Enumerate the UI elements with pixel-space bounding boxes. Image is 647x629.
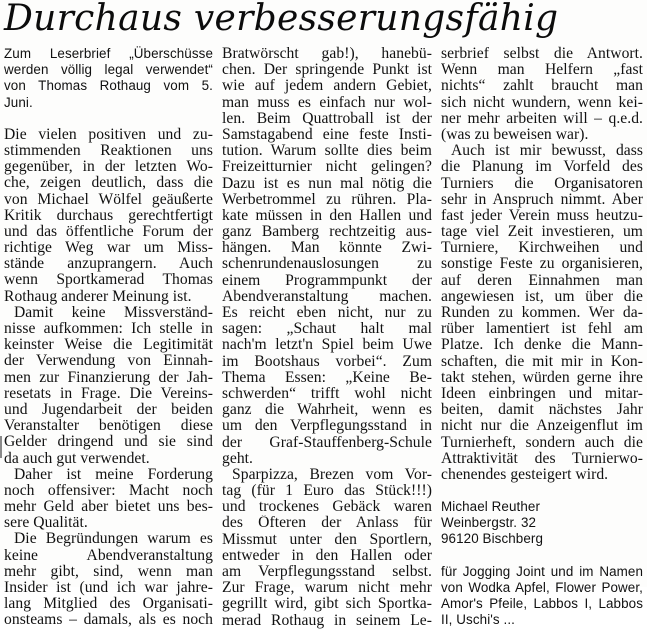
text-line: und Jugendarbeit der beiden [4, 401, 213, 418]
text-line: stimmenden Reaktionen uns [4, 142, 213, 159]
text-line: nach'm letzt'n Spiel beim Uwe [222, 337, 432, 354]
text-line: angewiesen ist, um über die [441, 288, 643, 305]
scan-edge-mark [0, 436, 2, 458]
spacer [4, 111, 213, 127]
text-line: Freizeitturnier nicht gelingen? [222, 159, 432, 176]
text-line: tution. Warum sollte dies beim [222, 143, 432, 160]
text-line: merad Rothaug in seinem Le- [222, 612, 432, 629]
text-line: entweder in den Hallen oder [222, 547, 432, 564]
text-line: schwerden“ trifft wohl nicht [222, 385, 432, 402]
text-line: Zur Frage, warum nicht mehr [222, 580, 432, 597]
text-line: sehr in Anspruch nimmt. Aber [441, 191, 643, 208]
signature-block [441, 499, 643, 548]
text-line: Samstagabend eine feste Insti- [222, 126, 432, 143]
text-line: schenrundenauslosungen zu [222, 256, 432, 273]
headline: Durchaus verbesserungsfähig [4, 0, 559, 39]
text-line: ganz die Wahrheit, wenn es [222, 402, 432, 419]
text-line: tage viel Zeit investieren, um [441, 224, 643, 241]
text-line: takt stehen, würden gerne ihre [441, 369, 643, 386]
text-line: men zur Finanzierung der Jah- [4, 369, 213, 386]
text-line: die Planung im Vorfeld des [441, 159, 643, 176]
text-line: des Öfteren der Anlass für [222, 515, 432, 532]
text-line: Werbetrommel zu rühren. Pla- [222, 191, 432, 208]
spacer [441, 483, 643, 499]
text-line: ganz Bamberg rechtzeitig aus- [222, 224, 432, 241]
text-line: resetats in Frage. Die Vereins- [4, 385, 213, 402]
column-1-body [4, 127, 213, 629]
text-line: nisse aufkommen: Ich stelle in [4, 321, 213, 337]
text-line: der Verwendung von Einnah- [4, 353, 213, 370]
text-line: Es reicht eben nicht, nur zu [222, 305, 432, 321]
text-line: Turnierheft, sondern auch die [441, 434, 643, 451]
text-line: onsteams – damals, als es noch [4, 612, 213, 629]
text-line: Damit keine Missverständ- [14, 304, 213, 321]
text-line: Veranstalter benötigen diese [4, 418, 213, 435]
spacer [441, 548, 643, 564]
column-3 [441, 46, 643, 628]
text-line: noch offensiver: Macht noch [4, 482, 213, 499]
intro-line: Juni. [4, 94, 33, 110]
text-line: Dazu ist es nun mal nötig die [222, 175, 432, 192]
text-line: Thema Essen: „Keine Be- [222, 369, 432, 386]
text-line: der Graf-Stauffenberg-Schule [222, 434, 432, 451]
closing-line: für Jogging Joint und im Namen [441, 563, 643, 579]
text-line: Attraktivität des Turnierwo- [441, 450, 643, 467]
text-line: Die vielen positiven und zu- [4, 126, 213, 143]
closing-line: von Wodka Apfel, Flower Power, [441, 579, 643, 595]
text-line: serbrief selbst die Antwort. [441, 46, 643, 62]
text-line: einem Programmpunkt der [222, 272, 432, 289]
text-line: um den Verpflegungsstand in [222, 418, 432, 435]
intro-reference [4, 46, 213, 111]
text-line: sere Qualität. [4, 515, 88, 532]
text-line: chen. Der springende Punkt ist [222, 62, 432, 79]
text-line: keinster Weise die Legitimität [4, 337, 213, 354]
text-line: Platze. Ich denke die Mann- [441, 337, 643, 354]
intro-line: Zum Leserbrief „Überschüsse [4, 46, 213, 61]
text-line: sonstige Feste zu organisieren, [441, 256, 643, 273]
text-line: (was zu beweisen war). [441, 126, 589, 143]
text-line: Runden zu kommen. Wer da- [441, 305, 643, 321]
column-1 [4, 46, 213, 629]
text-line: man muss es einfach nur wol- [222, 94, 432, 111]
text-line: Gelder dringend und sie sind [4, 434, 213, 451]
text-line: Wenn man Helfern „fast [441, 62, 643, 79]
text-line: Ideen einbringen und mitar- [441, 385, 643, 402]
text-line: kate müssen in den Hallen und [222, 207, 432, 224]
text-line: Auch ist mir bewusst, dass [451, 143, 643, 160]
text-line: wenn Sportkamerad Thomas [4, 272, 213, 289]
text-line: am Verpflegungsstand selbst. [222, 564, 432, 580]
text-line: von Michael Wölfel geäußerte [4, 191, 213, 208]
signature-name: Michael Reuther [441, 499, 541, 515]
closing-line: Amor's Pfeile, Labbos I, Labbos [441, 596, 643, 611]
text-line: wie auf jedem andern Gebiet, [222, 78, 432, 95]
text-line: schaften, die mit mir in Kon- [441, 353, 643, 370]
text-line: ner mehr arbeiten will – q.e.d. [441, 110, 643, 127]
text-line: auf deren Einnahmen man [441, 272, 643, 289]
text-line: Turniere, Kirchweihen und [441, 240, 643, 257]
text-line: Bratwörscht gab!), hanebü- [222, 46, 432, 62]
text-line: mehr Geld aber bietet uns bes- [4, 499, 213, 516]
closing-line: II, Uschi's ... [441, 612, 515, 628]
text-line: fast jeder Verein muss heutzu- [441, 207, 643, 224]
text-line: gegrillt wird, gibt sich Sportka- [222, 596, 432, 613]
text-line: stände anzuprangern. Auch [4, 256, 213, 273]
text-line: nicht nur die Anzeigenflut im [441, 418, 643, 435]
text-line: geht. [222, 450, 253, 467]
text-line: im Bootshaus vorbei“. Zum [222, 353, 432, 370]
text-line: che, zeigen deutlich, dass die [4, 175, 213, 192]
text-line: keine Abendveranstaltung [4, 547, 213, 564]
text-line: Sparpizza, Brezen vom Vor- [232, 466, 432, 483]
text-line: chenendes gesteigert wird. [441, 466, 609, 483]
text-line: sagen: „Schaut halt mal [222, 321, 432, 338]
text-line: und trockenes Gebäck waren [222, 499, 432, 516]
text-line: Die Begründungen warum es [14, 531, 213, 548]
text-line: und das öffentliche Forum der [4, 223, 213, 240]
text-line: tag (für 1 Euro das Stück!!!) [222, 483, 432, 500]
signature-street: Weinbergstr. 32 [441, 515, 537, 531]
text-line: Insider ist (und ich war jahre- [4, 580, 213, 596]
text-line: Missmut unter den Sportlern, [222, 531, 432, 548]
text-line: da auch gut verwendet. [4, 450, 150, 467]
text-line: richtige Weg war um Miss- [4, 240, 213, 257]
text-line: len. Beim Quattroball ist der [222, 110, 432, 127]
intro-line: von Thomas Rothaug vom 5. [4, 78, 213, 94]
text-line: Kritik durchaus gerechtfertigt [4, 207, 213, 224]
text-line: gegenüber, in der letzten Wo- [4, 159, 213, 176]
signature-city: 96120 Bischberg [441, 531, 544, 547]
text-line: Daher ist meine Forderung [14, 466, 213, 483]
column-2 [222, 46, 432, 629]
text-line: Abendveranstaltung machen. [222, 288, 432, 305]
text-line: beiten, damit nächstes Jahr [441, 402, 643, 419]
text-line: Turniers die Organisatoren [441, 175, 643, 192]
text-line: hängen. Man könnte Zwi- [222, 240, 432, 257]
text-line: Rothaug anderer Meinung ist. [4, 288, 192, 305]
text-line: nichts“ zahlt braucht man [441, 78, 643, 95]
closing-note [441, 564, 643, 629]
intro-line: werden völlig legal verwendet“ [4, 62, 213, 78]
text-line: sich nicht wundern, wenn kei- [441, 94, 643, 111]
text-line: mehr gibt, sind, wenn man [4, 563, 213, 580]
column-3-body [441, 46, 643, 483]
text-line: rüber lamentiert ist fehl am [441, 321, 643, 338]
text-line: lang Mitglied des Organisati- [4, 596, 213, 613]
